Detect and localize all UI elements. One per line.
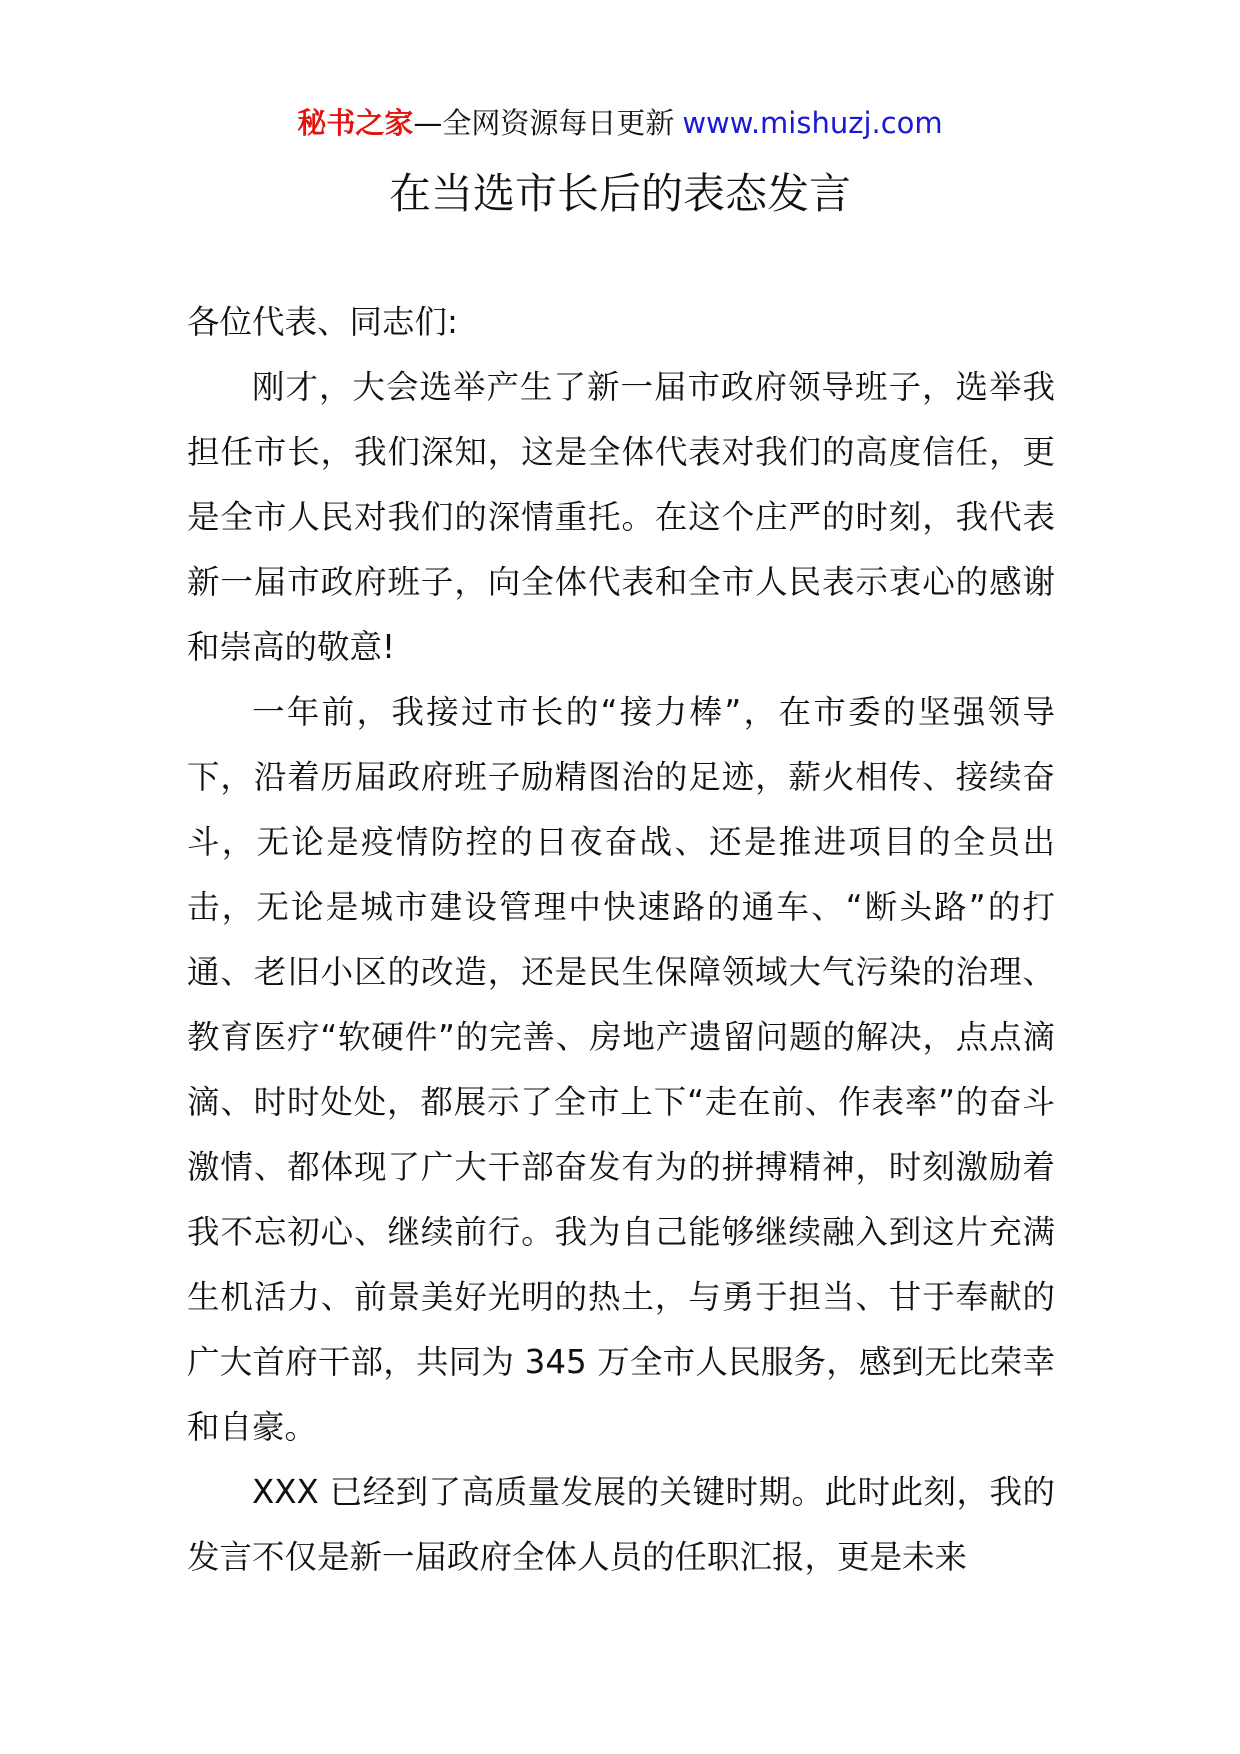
paragraph-3: XXX 已经到了高质量发展的关键时期。此时此刻，我的发言不仅是新一届政府全体人员的任职汇报，更是未来: [187, 1473, 1055, 1576]
paragraph-1: 刚才，大会选举产生了新一届市政府领导班子，选举我担任市长，我们深知，这是全体代表对我们的高度信任，更是全市人民对我们的深情重托。在这个庄严的时刻，我代表新一届市政府班子，向全体代表和全市人民表示衷心的感谢和崇高的敬意!: [187, 368, 1055, 666]
salutation: 各位代表、同志们:: [187, 303, 458, 341]
document-title: 在当选市长后的表态发言: [388, 169, 851, 218]
paragraph-2: 一年前，我接过市长的“接力棒”，在市委的坚强领导下，沿着历届政府班子励精图治的足迹，薪火相传、接续奋斗，无论是疫情防控的日夜奋战、还是推进项目的全员出击，无论是城市建设管理中快速路的通车、“断头路”的打通、老旧小区的改造，还是民生保障领域大气污染的治理、教育医疗“软硬件”的完善、房地产遗留问题的解决，点点滴滴、时时处处，都展示了全市上下“走在前、作表率”的奋斗激情、都体现了广大干部奋发有为的拼搏精神，时刻激励着我不忘初心、继续前行。我为自己能够继续融入到这片充满生机活力、前景美好光明的热土，与勇于担当、甘于奉献的广大首府干部，共同为 345 万全市人民服务，感到无比荣幸和自豪。: [187, 693, 1055, 1446]
site-tagline: —全网资源每日更新: [413, 106, 675, 140]
document-body: [187, 290, 1055, 1590]
site-url-link[interactable]: www.mishuzj.com: [682, 106, 943, 140]
site-header: [0, 103, 1240, 143]
site-name: 秘书之家: [297, 106, 414, 140]
